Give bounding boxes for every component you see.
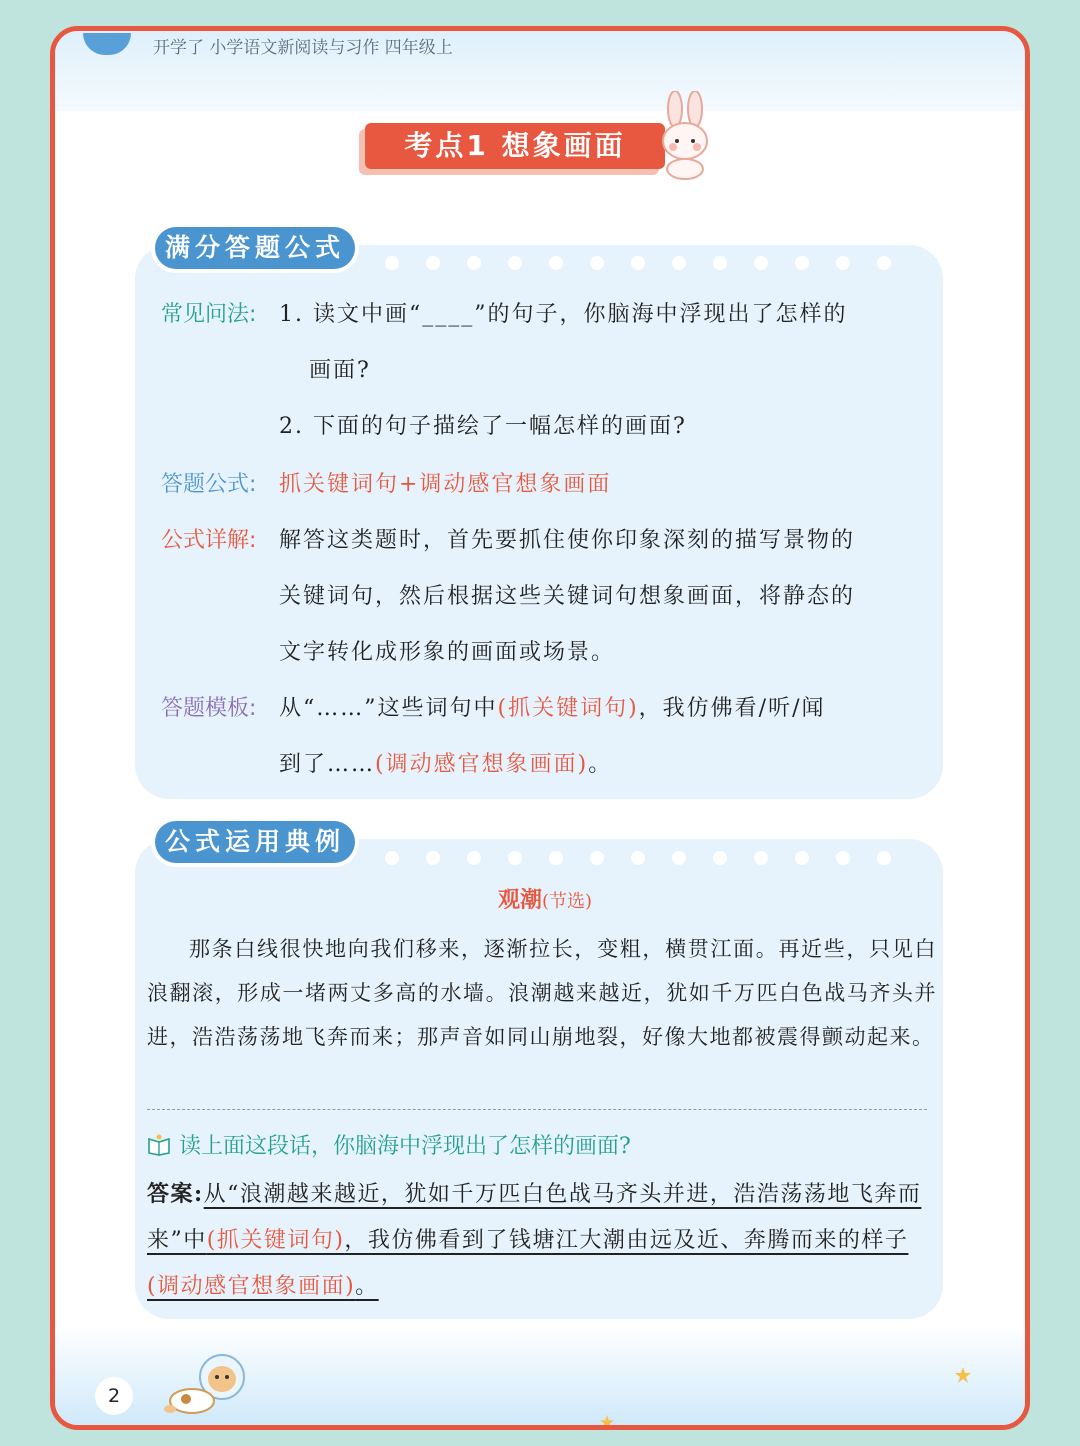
box-dots	[385, 851, 891, 865]
detail-line-3: 文字转化成形象的画面或场景。	[279, 640, 616, 665]
page-frame	[50, 26, 1030, 1430]
template-line-2: 到了……(调动感官想象画面)。	[279, 752, 613, 777]
question-1-cont: 画面?	[309, 358, 371, 383]
page-number: 2	[95, 1377, 133, 1415]
example-pill: 公式运用典例	[155, 821, 355, 863]
passage-title: 观潮(节选)	[497, 887, 593, 913]
detail-line-1: 解答这类题时，首先要抓住使你印象深刻的描写景物的	[279, 528, 856, 553]
star-icon	[955, 1367, 971, 1383]
running-header: 开学了 小学语文新阅读与习作 四年级上	[153, 38, 453, 58]
template-line-1: 从“……”这些词句中(抓关键词句)，我仿佛看/听/闻	[279, 696, 826, 721]
book-icon	[147, 1134, 171, 1156]
bunny-icon	[655, 91, 715, 181]
detail-label: 公式详解:	[161, 528, 257, 553]
passage-text: 那条白线很快地向我们移来，逐渐拉长，变粗，横贯江面。再近些，只见白浪翻滚，形成一堵两丈多高的水墙。浪潮越来越近，犹如千万匹白色战马齐头并进，浩浩荡荡地飞奔而来；那声音如同山崩地裂，好像大地都被震得颤动起来。	[147, 937, 937, 1049]
question-2: 2. 下面的句子描绘了一幅怎样的画面?	[279, 414, 687, 439]
box-dots	[385, 256, 891, 270]
formula-text: 抓关键词句+调动感官想象画面	[279, 472, 612, 497]
astronaut-dog-icon	[160, 1349, 250, 1423]
example-question: 读上面这段话，你脑海中浮现出了怎样的画面?	[147, 1129, 631, 1160]
template-label: 答题模板:	[161, 696, 257, 721]
question-label: 常见问法:	[161, 302, 257, 327]
answer-text: 答案:从“浪潮越来越近，犹如千万匹白色战马齐头并进，浩浩荡荡地飞奔而来”中(抓关键词句)，我仿佛看到了钱塘江大潮由远及近、奔腾而来的样子(调动感官想象画面)。	[147, 1181, 922, 1299]
detail-line-2: 关键词句，然后根据这些关键词句想象画面，将静态的	[279, 584, 856, 609]
topic-title: 考点1 想象画面	[365, 123, 665, 169]
question-1: 1. 读文中画“____”的句子，你脑海中浮现出了怎样的	[279, 302, 848, 327]
formula-label: 答题公式:	[161, 472, 257, 497]
formula-pill: 满分答题公式	[155, 227, 355, 269]
star-icon	[600, 1415, 614, 1429]
divider	[147, 1109, 927, 1110]
